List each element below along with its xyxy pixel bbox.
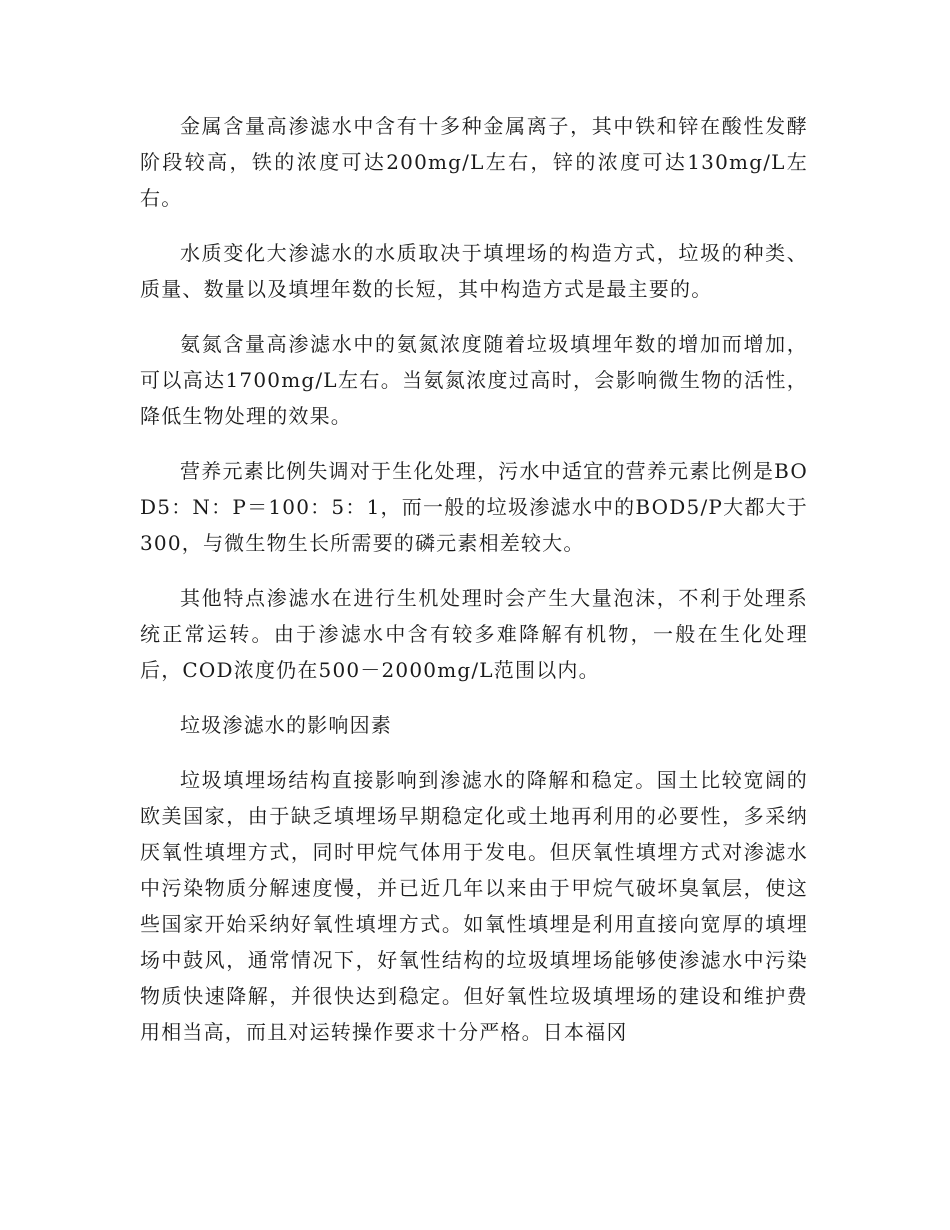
paragraph-landfill-structure: 垃圾填埋场结构直接影响到渗滤水的降解和稳定。国土比较宽阔的欧美国家，由于缺乏填埋场早期稳定化或土地再利用的必要性，多采纳厌氧性填埋方式，同时甲烷气体用于发电。但厌氧性填埋方式对渗滤水中污染物质分解速度慢，并已近几年以来由于甲烷气破坏臭氧层，使这些国家开始采纳好氧性填埋方式。如氧性填埋是利用直接向宽厚的填埋场中鼓风，通常情况下，好氧性结构的垃圾填埋场能够使渗滤水中污染物质快速降解，并很快达到稳定。但好氧性垃圾填埋场的建设和维护费用相当高，而且对运转操作要求十分严格。日本福冈 [140, 768, 808, 1044]
paragraph-ammonia-nitrogen: 氨氮含量高渗滤水中的氨氮浓度随着垃圾填埋年数的增加而增加，可以高达1700mg/L左右。当氨氮浓度过高时，会影响微生物的活性，降低生物处理的效果。 [140, 332, 808, 428]
paragraph-nutrient-ratio: 营养元素比例失调对于生化处理，污水中适宜的营养元素比例是BOD5：N：P＝100：5：1，而一般的垃圾渗滤水中的BOD5/P大都大于300，与微生物生长所需要的磷元素相差较大。 [140, 459, 808, 555]
document-body [140, 108, 808, 1069]
paragraph-water-quality-variation: 水质变化大渗滤水的水质取决于填埋场的构造方式，垃圾的种类、质量、数量以及填埋年数的长短，其中构造方式是最主要的。 [140, 241, 808, 301]
section-heading-influencing-factors: 垃圾渗滤水的影响因素 [180, 713, 392, 737]
paragraph-other-features: 其他特点渗滤水在进行生机处理时会产生大量泡沫，不利于处理系统正常运转。由于渗滤水中含有较多难降解有机物，一般在生化处理后，COD浓度仍在500－2000mg/L范围以内。 [140, 586, 808, 682]
paragraph-metal-content: 金属含量高渗滤水中含有十多种金属离子，其中铁和锌在酸性发酵阶段较高，铁的浓度可达200mg/L左右，锌的浓度可达130mg/L左右。 [140, 114, 808, 210]
